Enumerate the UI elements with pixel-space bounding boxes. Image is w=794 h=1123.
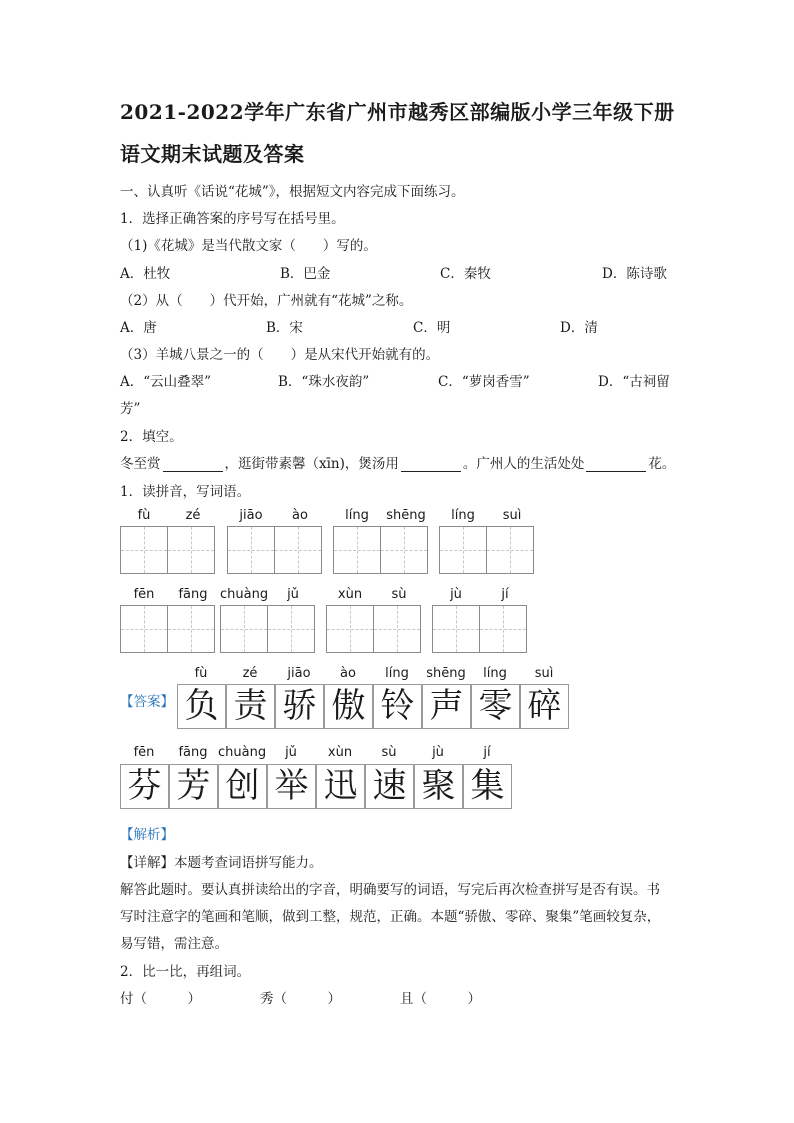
option: D．陈诗歌 (602, 266, 667, 282)
question-1-2: （2）从（ ）代开始，广州就有“花城”之称。 (120, 293, 413, 309)
writing-cell[interactable] (326, 605, 374, 653)
option: D．清 (560, 320, 598, 336)
writing-cell[interactable] (167, 605, 215, 653)
question-2: 2．填空。 (120, 429, 183, 445)
analysis-label: 【解析】 (120, 827, 174, 843)
writing-cell[interactable] (333, 526, 381, 574)
writing-cell[interactable] (274, 526, 322, 574)
question-1-3: （3）羊城八景之一的（ ）是从宋代开始就有的。 (120, 347, 440, 363)
answer-char: 聚 (414, 764, 463, 809)
answer-char: 声 (422, 684, 471, 729)
answer-char: 骄 (275, 684, 324, 729)
writing-grid (432, 605, 526, 653)
pinyin: líng (451, 508, 475, 523)
pinyin: fāng (178, 587, 208, 602)
writing-cell[interactable] (167, 526, 215, 574)
page-title-line2: 语文期末试题及答案 (120, 142, 305, 166)
answer-char: 傲 (324, 684, 373, 729)
answer-char: 创 (218, 764, 267, 809)
writing-cell[interactable] (120, 605, 168, 653)
pinyin: jǔ (287, 587, 299, 602)
section2-question-1: 1．读拼音，写词语。 (120, 484, 251, 500)
writing-cell[interactable] (479, 605, 527, 653)
option: D．“古祠留 (598, 374, 670, 390)
answer-char: 芳 (169, 764, 218, 809)
answer-char: 负 (177, 684, 226, 729)
writing-cell[interactable] (120, 526, 168, 574)
option: A．杜牧 (120, 266, 171, 282)
question-1: 1．选择正确答案的序号写在括号里。 (120, 211, 345, 227)
writing-cell[interactable] (486, 526, 534, 574)
writing-cell[interactable] (220, 605, 268, 653)
writing-grid (326, 605, 420, 653)
pinyin: chuàng (220, 587, 269, 602)
option: C．“萝岗香雪” (438, 374, 530, 390)
writing-grid (439, 526, 533, 574)
pinyin: fù (194, 666, 208, 681)
fill-blank-line: 冬至赏 ，逛街带素馨（xīn)，煲汤用 。广州人的生活处处 花。 (120, 456, 676, 472)
pinyin: zé (185, 508, 201, 523)
compare-item: 付（ ） (120, 991, 201, 1007)
blank-input[interactable] (401, 457, 461, 472)
pinyin: sù (391, 587, 407, 602)
writing-grid (227, 526, 321, 574)
pinyin: sù (381, 745, 397, 760)
detail-line: 【详解】本题考查词语拼写能力。 (120, 855, 323, 871)
explanation-line: 解答此题时。要认真拼读给出的字音，明确要写的词语，写完后再次检查拼写是否有误。书 (120, 882, 660, 898)
pinyin: suì (502, 508, 522, 523)
pinyin: jiāo (239, 508, 263, 523)
pinyin: fù (137, 508, 151, 523)
pinyin: fāng (178, 745, 208, 760)
pinyin: jí (483, 745, 491, 760)
compare-item: 且（ ） (400, 991, 481, 1007)
answer-char: 铃 (373, 684, 422, 729)
pinyin: fēn (133, 587, 155, 602)
section2-question-2: 2．比一比，再组词。 (120, 964, 251, 980)
answer-char: 举 (267, 764, 316, 809)
writing-cell[interactable] (267, 605, 315, 653)
answer-char: 迅 (316, 764, 365, 809)
answer-char: 集 (463, 764, 512, 809)
option: B．“珠水夜韵” (278, 374, 370, 390)
pinyin: xùn (327, 745, 353, 760)
pinyin: chuàng (218, 745, 267, 760)
blank-input[interactable] (586, 457, 646, 472)
pinyin: jí (501, 587, 509, 602)
writing-cell[interactable] (432, 605, 480, 653)
pinyin: líng (385, 666, 409, 681)
writing-cell[interactable] (439, 526, 487, 574)
pinyin: jiāo (287, 666, 311, 681)
page-title-line1: 2021-2022学年广东省广州市越秀区部编版小学三年级下册 (120, 100, 675, 124)
explanation-line: 写时注意字的笔画和笔顺，做到工整，规范，正确。本题“骄傲、零碎、聚集”笔画较复杂， (120, 909, 661, 925)
answer-char: 芬 (120, 764, 169, 809)
writing-cell[interactable] (227, 526, 275, 574)
section-intro: 一、认真听《话说“花城”》，根据短文内容完成下面练习。 (120, 184, 465, 200)
pinyin: fēn (133, 745, 155, 760)
pinyin: líng (483, 666, 507, 681)
compare-item: 秀（ ） (260, 991, 341, 1007)
writing-grid (120, 526, 214, 574)
question-1-1: （1)《花城》是当代散文家（ ）写的。 (120, 238, 377, 254)
pinyin: ào (292, 508, 308, 523)
pinyin: líng (345, 508, 369, 523)
pinyin: jù (450, 587, 462, 602)
pinyin: xùn (337, 587, 363, 602)
pinyin: jù (432, 745, 444, 760)
pinyin: ào (340, 666, 356, 681)
option: A．“云山叠翠” (120, 374, 212, 390)
option-wrap: 芳” (120, 401, 141, 417)
writing-grid (120, 605, 214, 653)
pinyin: jǔ (285, 745, 297, 760)
pinyin: zé (242, 666, 258, 681)
option: C．秦牧 (440, 266, 491, 282)
option: B．宋 (266, 320, 303, 336)
answer-char: 责 (226, 684, 275, 729)
answer-char: 零 (471, 684, 520, 729)
explanation-line: 易写错，需注意。 (120, 936, 228, 952)
pinyin: shēng (386, 508, 426, 523)
writing-grid (333, 526, 427, 574)
pinyin: shēng (426, 666, 466, 681)
blank-input[interactable] (163, 457, 223, 472)
answer-char: 碎 (520, 684, 569, 729)
answer-label: 【答案】 (120, 694, 174, 710)
answer-char: 速 (365, 764, 414, 809)
writing-cell[interactable] (380, 526, 428, 574)
pinyin: suì (534, 666, 554, 681)
option: C．明 (413, 320, 451, 336)
writing-grid (220, 605, 314, 653)
option: B．巴金 (280, 266, 331, 282)
option: A．唐 (120, 320, 157, 336)
writing-cell[interactable] (373, 605, 421, 653)
